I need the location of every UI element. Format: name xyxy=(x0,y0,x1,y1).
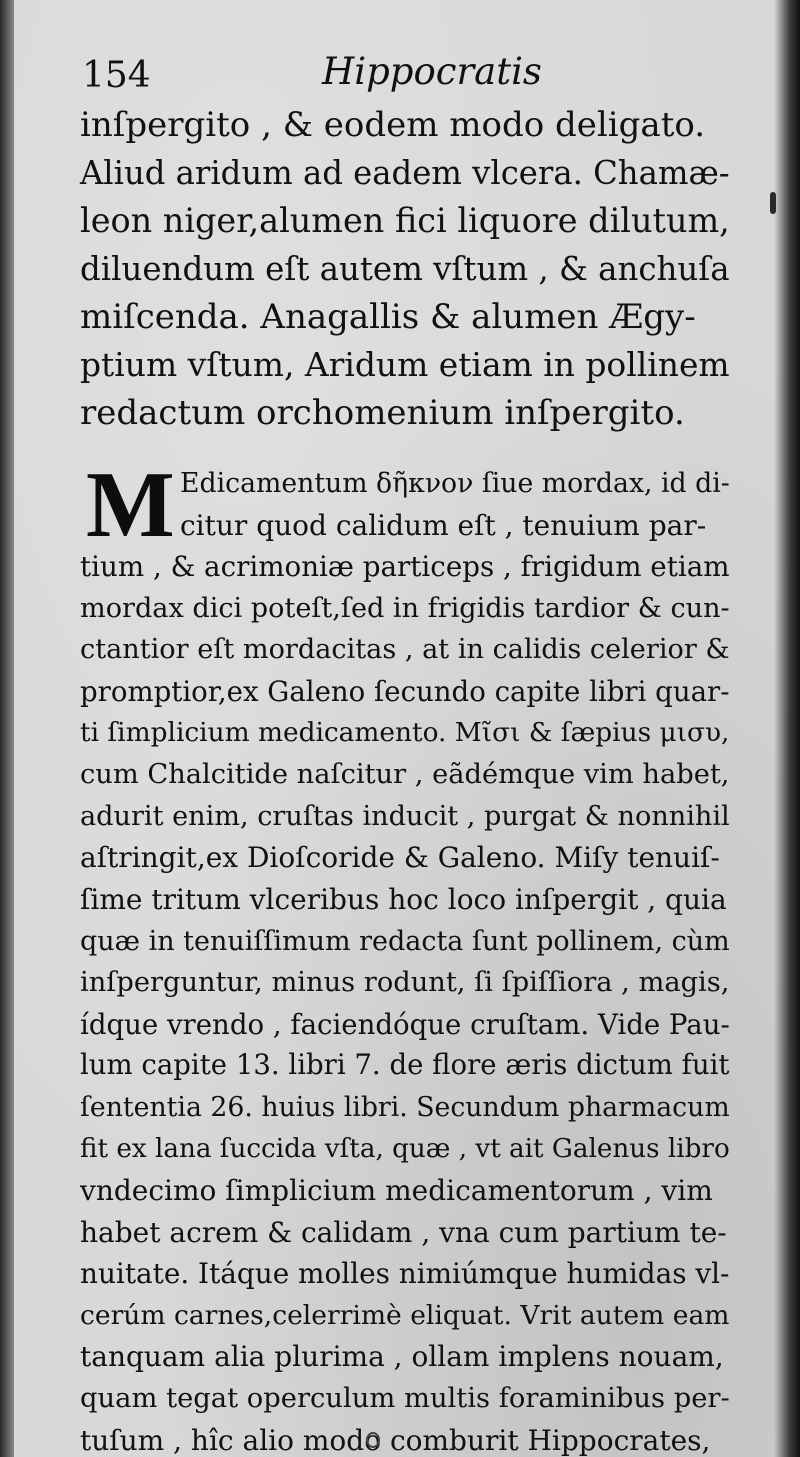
text-line: ídque vrendo , faciendóque cruſtam. Vide Pau- xyxy=(80,1007,730,1041)
text-line: ſententia 26. huius libri. Secundum pharmacum xyxy=(80,1091,730,1123)
page-gutter-shadow xyxy=(0,0,14,1457)
page-edge-shadow xyxy=(774,0,800,1457)
text-line: habet acrem & calidam , vna cum partium te- xyxy=(80,1215,727,1249)
text-line: miſcenda. Anagallis & alumen Ægy- xyxy=(80,297,696,337)
text-line: citur quod calidum eſt , tenuium par- xyxy=(180,508,707,542)
page-number: 154 xyxy=(82,55,151,96)
text-line: quam tegat operculum multis foraminibus per- xyxy=(80,1383,730,1415)
text-line: leon niger,alumen fici liquore dilutum, xyxy=(80,201,730,240)
text-line: Aliud aridum ad eadem vlcera. Chamæ- xyxy=(80,154,730,192)
text-line: aſtringit,ex Dioſcoride & Galeno. Miſy tenuiſ- xyxy=(80,841,720,875)
text-line: quæ in tenuiſſimum redacta ſunt pollinem, cùm xyxy=(80,925,730,957)
text-line: promptior,ex Galeno ſecundo capite libri quar- xyxy=(80,674,730,708)
opening-text-block xyxy=(80,101,730,437)
text-line: cum Chalcitide naſcitur , eãdémque vim habet, xyxy=(80,759,730,791)
text-line: inſperguntur, minus rodunt, ſi ſpiſſiora , magis, xyxy=(80,967,730,999)
drop-cap: M xyxy=(86,453,175,557)
text-line: adurit enim, cruſtas inducit , purgat & nonnihil xyxy=(80,800,730,832)
text-line: inſpergito , & eodem modo deligato. xyxy=(80,105,706,145)
text-line: cerúm carnes,celerrimè eliquat. Vrit autem eam xyxy=(80,1299,730,1331)
text-line: ſime tritum vlceribus hoc loco inſpergit , quia xyxy=(80,882,727,916)
paper-hole xyxy=(366,1432,380,1448)
running-head xyxy=(82,50,722,100)
commentary-text-block xyxy=(80,463,730,1457)
text-line: mordax dici poteſt,ſed in frigidis tardior & cun- xyxy=(80,592,730,624)
text-line: vndecimo ſimplicium medicamentorum , vim xyxy=(80,1174,713,1208)
text-line: nuitate. Itáque molles nimiúmque humidas vl- xyxy=(80,1257,730,1291)
text-line: fit ex lana ſuccida vſta, quæ , vt ait Galenus libro xyxy=(80,1133,730,1164)
text-line: ctantior eſt mordacitas , at in calidis celerior & xyxy=(80,634,730,666)
ink-blot xyxy=(770,192,776,214)
text-line: tanquam alia plurima , ollam implens nouam, xyxy=(80,1340,724,1374)
text-line: tuſum , hîc alio modo comburit Hippocrates, xyxy=(80,1423,711,1457)
text-line: Edicamentum δῆκνον ſiue mordax, id di- xyxy=(180,468,730,499)
text-line: tium , & acrimoniæ particeps , frigidum etiam xyxy=(80,550,730,584)
running-title: Hippocratis xyxy=(322,50,542,93)
text-line: ti ſimplicium medicamento. Μῖσι & ſæpius μισυ, xyxy=(80,717,730,748)
text-line: redactum orchomenium inſpergito. xyxy=(80,393,685,433)
text-line: ptium vſtum, Aridum etiam in pollinem xyxy=(80,345,730,384)
text-line: diluendum eſt autem vſtum , & anchuſa xyxy=(80,250,730,288)
text-line: lum capite 13. libri 7. de flore æris dictum fuit xyxy=(80,1049,730,1082)
